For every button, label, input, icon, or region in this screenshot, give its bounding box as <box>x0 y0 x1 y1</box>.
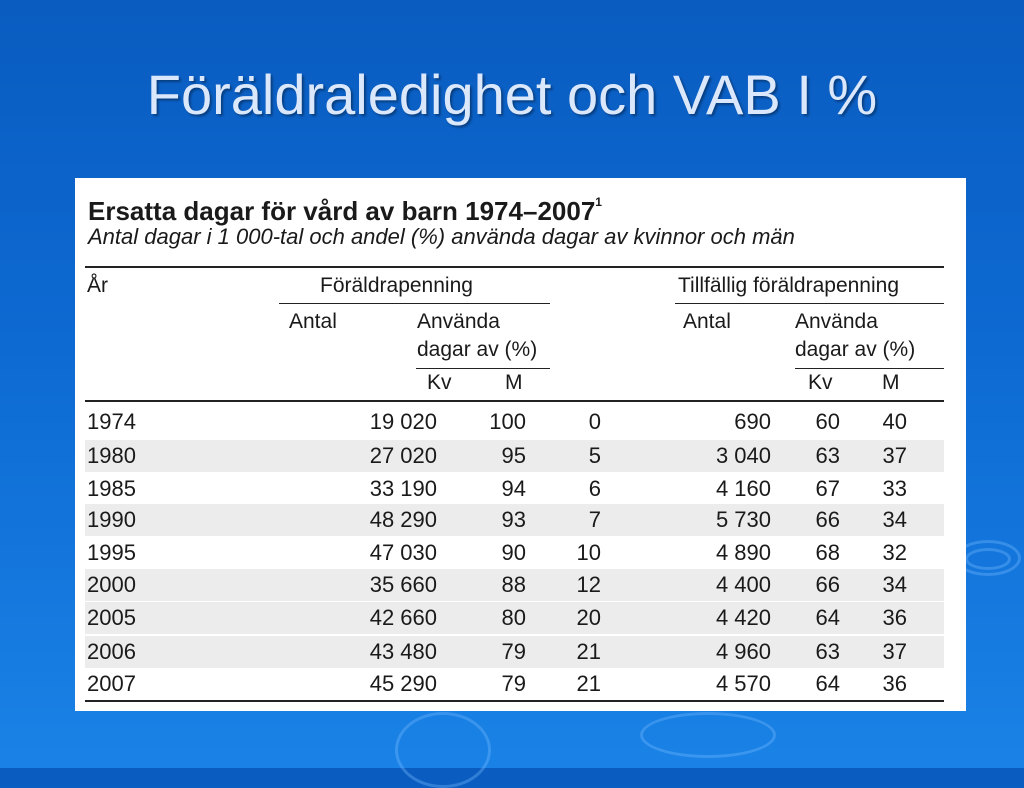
tfp-kv-cell: 66 <box>815 507 840 532</box>
year-header: År <box>87 274 108 297</box>
fp-kv-cell: 100 <box>489 409 526 434</box>
table-row <box>85 636 944 668</box>
table-title: Ersatta dagar för vård av barn 1974–2007$^1$ <box>88 195 602 226</box>
year-cell: 1990 <box>87 507 136 532</box>
header-bottom-rule <box>85 400 944 402</box>
group2-header: Tillfällig föräldrapenning <box>678 274 900 297</box>
table-bottom-rule <box>85 700 944 702</box>
anvanda-header-2: Använda dagar av (%) <box>795 310 916 361</box>
fp-antal-cell: 43 480 <box>369 639 437 664</box>
year-cell: 1980 <box>87 443 136 468</box>
tfp-m-cell: 33 <box>882 476 907 501</box>
tfp-m-cell: 36 <box>882 605 907 630</box>
tfp-kv-cell: 68 <box>815 540 840 565</box>
fp-m-cell: 6 <box>588 476 601 501</box>
year-cell: 1985 <box>87 476 136 501</box>
fp-m-cell: 10 <box>576 540 601 565</box>
tfp-kv-cell: 67 <box>815 476 840 501</box>
tfp-m-cell: 37 <box>882 639 907 664</box>
fp-m-cell: 21 <box>576 671 601 696</box>
fp-m-cell: 12 <box>576 572 601 597</box>
year-cell: 2000 <box>87 572 136 597</box>
antal-header-2: Antal <box>683 310 731 333</box>
m-header-1: M <box>505 371 523 394</box>
year-cell: 2007 <box>87 671 136 696</box>
fp-m-cell: 20 <box>576 605 601 630</box>
tfp-kv-cell: 64 <box>815 605 840 630</box>
tfp-kv-cell: 66 <box>815 572 840 597</box>
year-cell: 2006 <box>87 639 136 664</box>
table-row <box>85 406 944 438</box>
fp-kv-cell: 80 <box>501 605 526 630</box>
anvanda-header-1: Använda dagar av (%) <box>417 310 538 361</box>
tfp-m-cell: 34 <box>882 507 907 532</box>
tfp-antal-cell: 4 420 <box>715 605 771 630</box>
fp-antal-cell: 48 290 <box>369 507 437 532</box>
year-cell: 1995 <box>87 540 136 565</box>
tfp-antal-cell: 690 <box>734 409 771 434</box>
table-row <box>85 473 944 505</box>
table-subtitle: Antal dagar i 1 000-tal och andel (%) använda dagar av kvinnor och män <box>88 224 795 249</box>
m-header-2: M <box>882 371 900 394</box>
tfp-antal-cell: 4 400 <box>715 572 771 597</box>
table-row <box>85 602 944 634</box>
fp-antal-cell: 45 290 <box>369 671 437 696</box>
fp-m-cell: 0 <box>588 409 601 434</box>
tfp-m-cell: 32 <box>882 540 907 565</box>
tfp-m-cell: 37 <box>882 443 907 468</box>
table-row <box>85 537 944 569</box>
year-cell: 2005 <box>87 605 136 630</box>
kv-header-2: Kv <box>808 371 833 394</box>
fp-antal-cell: 42 660 <box>369 605 437 630</box>
year-cell: 1974 <box>87 409 136 434</box>
fp-kv-cell: 95 <box>501 443 526 468</box>
tfp-antal-cell: 5 730 <box>715 507 771 532</box>
fp-kv-cell: 94 <box>501 476 526 501</box>
table-row <box>85 569 944 601</box>
tfp-m-cell: 36 <box>882 671 907 696</box>
tfp-antal-cell: 4 890 <box>715 540 771 565</box>
group1-header: Föräldrapenning <box>320 274 473 297</box>
fp-antal-cell: 35 660 <box>369 572 437 597</box>
fp-antal-cell: 19 020 <box>369 409 437 434</box>
fp-kv-cell: 90 <box>501 540 526 565</box>
tfp-kv-cell: 63 <box>815 639 840 664</box>
tfp-antal-cell: 4 570 <box>715 671 771 696</box>
table-row <box>85 504 944 536</box>
tfp-antal-cell: 4 160 <box>715 476 771 501</box>
ripple-decoration <box>965 548 1011 570</box>
group2-rule <box>675 303 944 304</box>
data-table <box>75 178 966 711</box>
tfp-kv-cell: 64 <box>815 671 840 696</box>
tfp-m-cell: 40 <box>882 409 907 434</box>
title-footnote-marker: 1 <box>595 195 602 209</box>
ripple-decoration <box>640 712 776 758</box>
fp-antal-cell: 27 020 <box>369 443 437 468</box>
fp-antal-cell: 47 030 <box>369 540 437 565</box>
fp-m-cell: 21 <box>576 639 601 664</box>
table-row <box>85 440 944 472</box>
tfp-antal-cell: 3 040 <box>715 443 771 468</box>
ripple-decoration <box>395 712 491 788</box>
tfp-antal-cell: 4 960 <box>715 639 771 664</box>
fp-kv-cell: 79 <box>501 671 526 696</box>
fp-m-cell: 5 <box>588 443 601 468</box>
slide-title: Föräldraledighet och VAB I % <box>146 63 878 126</box>
header-top-rule <box>85 266 944 268</box>
table-row <box>85 668 944 700</box>
fp-antal-cell: 33 190 <box>369 476 437 501</box>
fp-kv-cell: 79 <box>501 639 526 664</box>
kv-header-1: Kv <box>427 371 452 394</box>
fp-kv-cell: 93 <box>501 507 526 532</box>
fp-m-cell: 7 <box>588 507 601 532</box>
group1-rule <box>279 303 550 304</box>
tfp-kv-cell: 63 <box>815 443 840 468</box>
tfp-kv-cell: 60 <box>815 409 840 434</box>
fp-kv-cell: 88 <box>501 572 526 597</box>
antal-header-1: Antal <box>289 310 337 333</box>
tfp-m-cell: 34 <box>882 572 907 597</box>
